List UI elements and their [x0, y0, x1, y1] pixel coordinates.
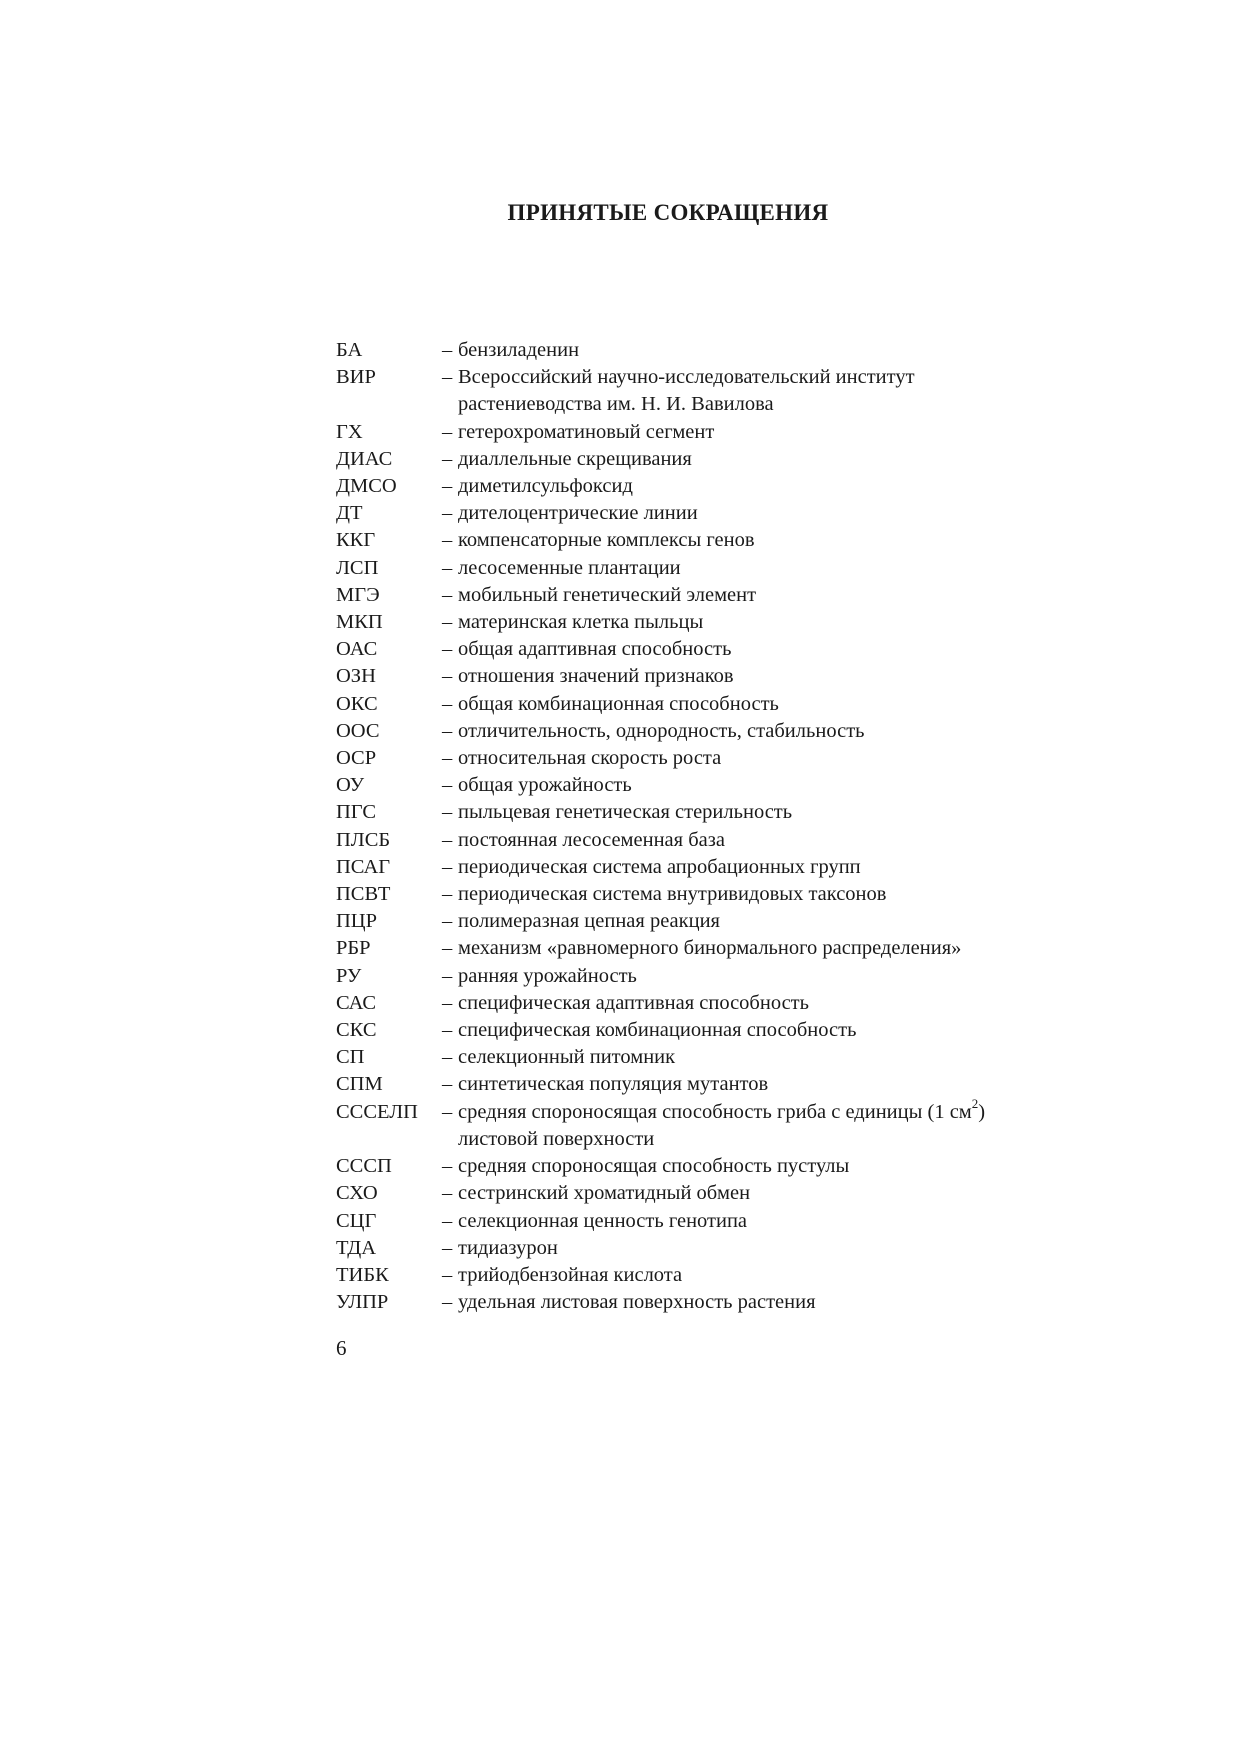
- definition-text: средняя спороносящая способность пустулы: [458, 1155, 850, 1178]
- definition-text: относительная скорость роста: [458, 747, 722, 770]
- definition-text: гетерохроматиновый сегмент: [458, 420, 715, 443]
- definition-line: [458, 1180, 1076, 1207]
- definition-line: [458, 446, 1076, 473]
- definition-text: селекционная ценность генотипа: [458, 1209, 748, 1232]
- abbreviation-definition: [458, 555, 1076, 582]
- dash-separator: –: [442, 964, 453, 987]
- abbreviation-row: [336, 718, 1076, 745]
- abbreviation-definition: [458, 609, 1076, 636]
- abbreviation-row: [336, 1071, 1076, 1098]
- abbreviation-definition: [458, 636, 1076, 663]
- dash-separator: –: [442, 747, 453, 770]
- abbreviation-row: [336, 419, 1076, 446]
- abbreviation-term: БА: [336, 339, 363, 361]
- definition-text: бензиладенин: [458, 339, 580, 361]
- abbreviation-row: [336, 963, 1076, 990]
- abbreviation-row: [336, 854, 1076, 881]
- definition-line: [458, 364, 1076, 391]
- abbreviation-definition: [458, 772, 1076, 799]
- abbreviation-definition: [458, 1095, 1076, 1153]
- abbreviation-definition: [458, 1153, 1076, 1180]
- abbreviation-row: [336, 337, 1076, 364]
- definition-line: [458, 1235, 1076, 1262]
- definition-line: [458, 1071, 1076, 1098]
- dash-separator: –: [442, 339, 453, 361]
- definition-line: [458, 1289, 1076, 1316]
- definition-text: дителоцентрические линии: [458, 502, 698, 525]
- dash-separator: –: [442, 937, 453, 960]
- definition-line: [458, 718, 1076, 745]
- definition-text: средняя спороносящая способность гриба с единицы (1 см: [458, 1100, 972, 1123]
- abbreviation-row: [336, 364, 1076, 418]
- dash-separator: –: [442, 719, 453, 742]
- abbreviation-term: ДМСО: [336, 475, 397, 498]
- definition-line: [458, 1208, 1076, 1235]
- abbreviation-definition: [458, 1180, 1076, 1207]
- abbreviation-row: [336, 1262, 1076, 1289]
- abbreviation-term: СХО: [336, 1182, 378, 1205]
- definition-line: [458, 473, 1076, 500]
- abbreviation-term: СКС: [336, 1019, 377, 1042]
- definition-text: удельная листовая поверхность растения: [458, 1291, 816, 1314]
- dash-separator: –: [442, 366, 453, 389]
- dash-separator: –: [442, 556, 453, 579]
- dash-separator: –: [442, 991, 453, 1014]
- definition-text: синтетическая популяция мутантов: [458, 1073, 769, 1096]
- abbreviation-term: ОКС: [336, 692, 378, 715]
- definition-line: [458, 663, 1076, 690]
- abbreviation-definition: [458, 1262, 1076, 1289]
- definition-line: [458, 935, 1076, 962]
- abbreviation-row: [336, 473, 1076, 500]
- abbreviation-row: [336, 1235, 1076, 1262]
- abbreviation-definition: [458, 582, 1076, 609]
- dash-separator: –: [442, 692, 453, 715]
- definition-line: [458, 636, 1076, 663]
- definition-text: периодическая система внутривидовых таксонов: [458, 883, 887, 906]
- dash-separator: –: [442, 1073, 453, 1096]
- dash-separator: –: [442, 1209, 453, 1232]
- abbreviation-definition: [458, 1289, 1076, 1316]
- abbreviation-row: [336, 1095, 1076, 1153]
- definition-line: [458, 772, 1076, 799]
- definition-line: [458, 908, 1076, 935]
- abbreviation-term: ГХ: [336, 420, 363, 443]
- dash-separator: –: [442, 1236, 453, 1259]
- abbreviation-term: ВИР: [336, 366, 376, 389]
- abbreviation-term: МКП: [336, 611, 383, 634]
- superscript: 2: [971, 1095, 979, 1111]
- abbreviation-row: [336, 691, 1076, 718]
- abbreviation-definition: [458, 691, 1076, 718]
- abbreviation-term: ТИБК: [336, 1263, 389, 1286]
- definition-line: [458, 1126, 1076, 1153]
- definition-text: общая урожайность: [458, 774, 632, 797]
- abbreviation-definition: [458, 364, 1076, 418]
- definition-line: [458, 337, 1076, 364]
- definition-text: специфическая комбинационная способность: [458, 1019, 857, 1042]
- dash-separator: –: [442, 529, 453, 552]
- abbreviation-row: [336, 1289, 1076, 1316]
- definition-text: ранняя урожайность: [458, 964, 637, 987]
- dash-separator: –: [442, 883, 453, 906]
- dash-separator: –: [442, 420, 453, 443]
- closing-parenthesis: ): [978, 1100, 986, 1123]
- abbreviation-row: [336, 555, 1076, 582]
- abbreviation-definition: [458, 419, 1076, 446]
- abbreviation-row: [336, 582, 1076, 609]
- abbreviation-row: [336, 745, 1076, 772]
- abbreviation-term: СЦГ: [336, 1209, 377, 1232]
- definition-line: [458, 990, 1076, 1017]
- definition-text: отличительность, однородность, стабильность: [458, 719, 865, 742]
- abbreviation-definition: [458, 1235, 1076, 1262]
- dash-separator: –: [442, 638, 453, 661]
- abbreviation-row: [336, 990, 1076, 1017]
- abbreviation-row: [336, 827, 1076, 854]
- definition-line: [458, 1044, 1076, 1071]
- abbreviation-definition: [458, 500, 1076, 527]
- definition-line: [458, 391, 1076, 418]
- abbreviation-term: МГЭ: [336, 583, 380, 606]
- definition-line: [458, 854, 1076, 881]
- abbreviation-definition: [458, 527, 1076, 554]
- abbreviation-definition: [458, 718, 1076, 745]
- dash-separator: –: [442, 828, 453, 851]
- definition-text: полимеразная цепная реакция: [458, 910, 720, 933]
- abbreviation-row: [336, 1180, 1076, 1207]
- dash-separator: –: [442, 475, 453, 498]
- abbreviation-row: [336, 935, 1076, 962]
- definition-text: материнская клетка пыльцы: [458, 611, 704, 634]
- definition-line: [458, 582, 1076, 609]
- abbreviation-definition: [458, 1044, 1076, 1071]
- definition-text: листовой поверхности: [458, 1127, 655, 1150]
- abbreviation-term: ПСВТ: [336, 883, 391, 906]
- dash-separator: –: [442, 611, 453, 634]
- dash-separator: –: [442, 801, 453, 824]
- abbreviation-term: ККГ: [336, 529, 376, 552]
- definition-line: [458, 1153, 1076, 1180]
- abbreviation-definition: [458, 881, 1076, 908]
- abbreviation-term: ЛСП: [336, 556, 379, 579]
- dash-separator: –: [442, 910, 453, 933]
- abbreviation-row: [336, 1153, 1076, 1180]
- definition-line: [458, 881, 1076, 908]
- abbreviation-definition: [458, 745, 1076, 772]
- abbreviation-term: СП: [336, 1046, 365, 1069]
- definition-text: компенсаторные комплексы генов: [458, 529, 755, 552]
- abbreviation-row: [336, 799, 1076, 826]
- abbreviation-row: [336, 772, 1076, 799]
- abbreviation-definition: [458, 1017, 1076, 1044]
- abbreviation-term: ПЛСБ: [336, 828, 391, 851]
- abbreviation-term: РБР: [336, 937, 371, 960]
- abbreviation-term: САС: [336, 991, 377, 1014]
- abbreviation-row: [336, 908, 1076, 935]
- definition-text: пыльцевая генетическая стерильность: [458, 801, 793, 824]
- definition-line: [458, 1017, 1076, 1044]
- dash-separator: –: [442, 1100, 453, 1123]
- abbreviation-row: [336, 1017, 1076, 1044]
- definition-text: растениеводства им. Н. И. Вавилова: [458, 393, 774, 416]
- abbreviation-row: [336, 1208, 1076, 1235]
- definition-line: [458, 963, 1076, 990]
- abbreviation-definition: [458, 473, 1076, 500]
- page-title: ПРИНЯТЫЕ СОКРАЩЕНИЯ: [507, 200, 829, 225]
- abbreviation-row: [336, 446, 1076, 473]
- definition-line: [458, 419, 1076, 446]
- definition-line: [458, 745, 1076, 772]
- definition-line: [458, 555, 1076, 582]
- page-number: 6: [336, 1336, 347, 1360]
- abbreviation-row: [336, 609, 1076, 636]
- dash-separator: –: [442, 502, 453, 525]
- abbreviation-definition: [458, 935, 1076, 962]
- dash-separator: –: [442, 1046, 453, 1069]
- abbreviation-definition: [458, 799, 1076, 826]
- definition-text: мобильный генетический элемент: [458, 583, 757, 606]
- abbreviation-term: ОАС: [336, 638, 378, 661]
- abbreviation-row: [336, 527, 1076, 554]
- abbreviation-row: [336, 663, 1076, 690]
- definition-line: [458, 1095, 1076, 1126]
- abbreviation-definition: [458, 1071, 1076, 1098]
- dash-separator: –: [442, 1291, 453, 1314]
- abbreviation-definition: [458, 1208, 1076, 1235]
- abbreviation-definition: [458, 446, 1076, 473]
- abbreviation-definition: [458, 337, 1076, 364]
- abbreviation-term: РУ: [336, 964, 362, 987]
- definition-text: общая комбинационная способность: [458, 692, 779, 715]
- definition-text: тидиазурон: [458, 1236, 558, 1259]
- definition-text: лесосеменные плантации: [458, 556, 681, 579]
- dash-separator: –: [442, 855, 453, 878]
- abbreviation-term: СССЕЛП: [336, 1100, 418, 1123]
- dash-separator: –: [442, 774, 453, 797]
- definition-text: диаллельные скрещивания: [458, 447, 692, 470]
- definition-text: диметилсульфоксид: [458, 475, 633, 498]
- definition-text: постоянная лесосеменная база: [458, 828, 725, 851]
- dash-separator: –: [442, 583, 453, 606]
- abbreviation-definition: [458, 908, 1076, 935]
- definition-text: механизм «равномерного бинормального распределения»: [458, 937, 962, 960]
- definition-text: Всероссийский научно-исследовательский институт: [458, 366, 915, 389]
- dash-separator: –: [442, 1182, 453, 1205]
- definition-line: [458, 500, 1076, 527]
- abbreviation-row: [336, 881, 1076, 908]
- dash-separator: –: [442, 1019, 453, 1042]
- abbreviation-list: [336, 337, 1076, 1316]
- abbreviation-term: ДТ: [336, 502, 363, 525]
- definition-text: сестринский хроматидный обмен: [458, 1182, 751, 1205]
- definition-line: [458, 799, 1076, 826]
- definition-text: селекционный питомник: [458, 1046, 676, 1069]
- abbreviation-definition: [458, 963, 1076, 990]
- dash-separator: –: [442, 665, 453, 688]
- abbreviation-definition: [458, 990, 1076, 1017]
- abbreviation-term: СССП: [336, 1155, 392, 1178]
- abbreviation-term: ООС: [336, 719, 380, 742]
- definition-line: [458, 827, 1076, 854]
- abbreviation-row: [336, 500, 1076, 527]
- abbreviation-term: СПМ: [336, 1073, 383, 1096]
- abbreviation-term: ОУ: [336, 774, 365, 797]
- abbreviation-definition: [458, 827, 1076, 854]
- dash-separator: –: [442, 1155, 453, 1178]
- dash-separator: –: [442, 447, 453, 470]
- abbreviation-term: ПЦР: [336, 910, 378, 933]
- definition-line: [458, 527, 1076, 554]
- abbreviation-definition: [458, 663, 1076, 690]
- abbreviation-row: [336, 636, 1076, 663]
- abbreviation-term: ПСАГ: [336, 855, 391, 878]
- definition-line: [458, 1262, 1076, 1289]
- definition-text: отношения значений признаков: [458, 665, 734, 688]
- abbreviation-term: ПГС: [336, 801, 377, 824]
- abbreviation-term: УЛПР: [336, 1291, 389, 1314]
- abbreviation-row: [336, 1044, 1076, 1071]
- definition-text: общая адаптивная способность: [458, 638, 732, 661]
- abbreviation-term: ДИАС: [336, 447, 393, 470]
- abbreviation-term: ТДА: [336, 1236, 377, 1259]
- definition-text: периодическая система апробационных групп: [458, 855, 861, 878]
- abbreviation-definition: [458, 854, 1076, 881]
- definition-text: трийодбензойная кислота: [458, 1263, 683, 1286]
- abbreviation-term: ОСР: [336, 747, 377, 770]
- definition-line: [458, 691, 1076, 718]
- dash-separator: –: [442, 1263, 453, 1286]
- abbreviation-term: ОЗН: [336, 665, 376, 688]
- definition-text: специфическая адаптивная способность: [458, 991, 809, 1014]
- definition-line: [458, 609, 1076, 636]
